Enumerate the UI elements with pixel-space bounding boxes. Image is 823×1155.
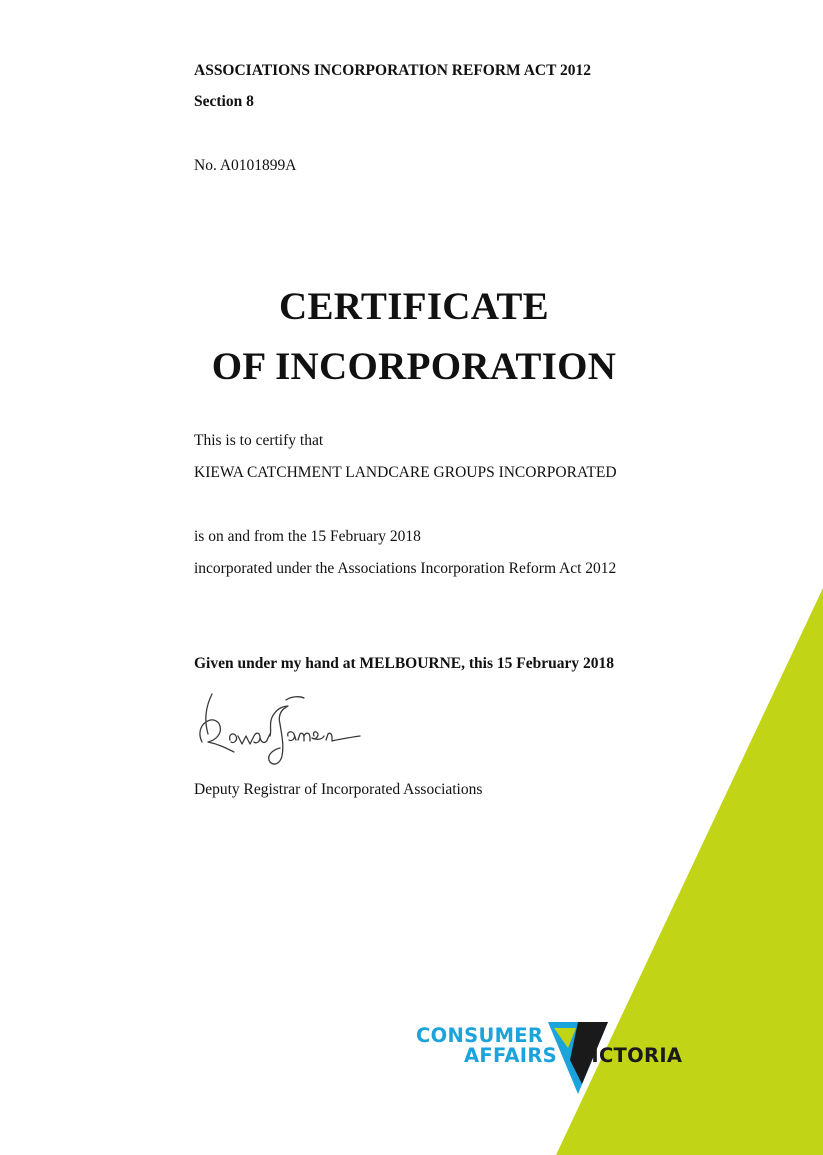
association-name: KIEWA CATCHMENT LANDCARE GROUPS INCORPORATED: [194, 464, 617, 481]
certify-text: This is to certify that: [194, 432, 324, 449]
signature-image: [196, 686, 366, 770]
act-title: ASSOCIATIONS INCORPORATION REFORM ACT 2012: [194, 62, 592, 79]
consumer-affairs-victoria-logo: [414, 1022, 683, 1094]
section-label: Section 8: [194, 93, 254, 110]
given-under-hand-text: Given under my hand at MELBOURNE, this 15 February 2018: [194, 655, 614, 672]
logo-word-victoria: VICTORIA: [576, 1044, 683, 1067]
registrar-title: Deputy Registrar of Incorporated Associations: [194, 781, 483, 798]
certificate-title-line2: OF INCORPORATION: [211, 345, 617, 388]
certificate-title-line1: CERTIFICATE: [279, 285, 549, 328]
incorporated-under-act-text: incorporated under the Associations Incorporation Reform Act 2012: [194, 560, 617, 577]
certificate-number: No. A0101899A: [194, 157, 297, 174]
logo-word-affairs: AFFAIRS: [464, 1044, 558, 1067]
logo-word-consumer: CONSUMER: [416, 1024, 544, 1047]
incorporation-date-text: is on and from the 15 February 2018: [194, 528, 421, 545]
